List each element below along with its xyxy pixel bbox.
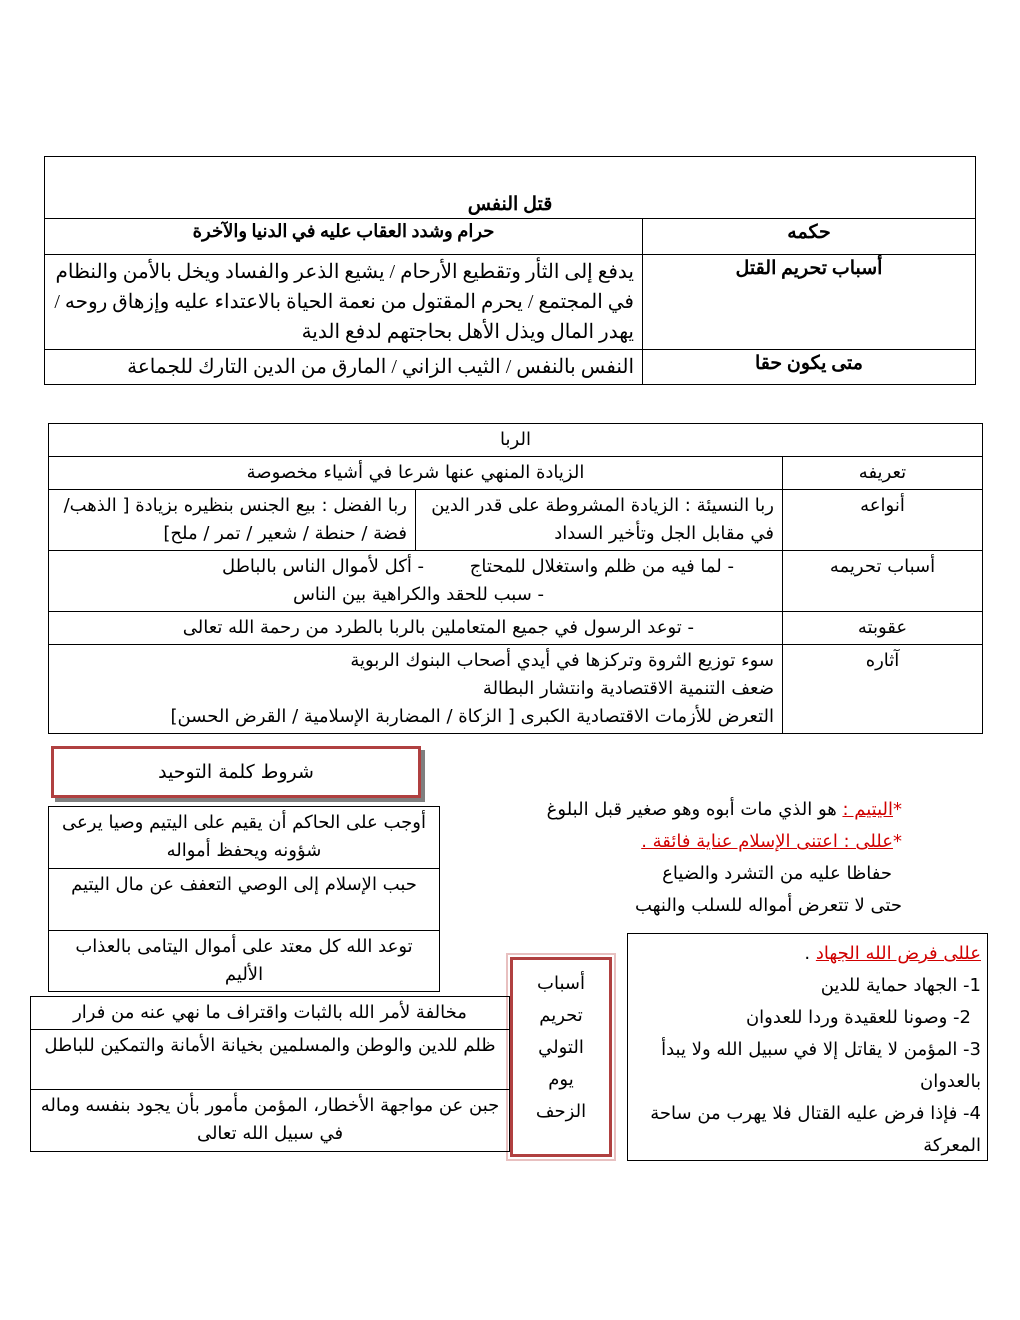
riba-punishment-text: - توعد الرسول في جميع المتعاملين بالربا بالطرد من رحمة الله تعالى <box>183 617 774 638</box>
riba-title: الربا <box>49 424 983 457</box>
qatl-ruling-label: حكمه <box>643 219 976 255</box>
riba-punishment <box>49 612 783 645</box>
asbab-word: أسباب <box>537 973 585 994</box>
asbab-word: تحريم <box>539 1005 583 1026</box>
riba-definition: الزيادة المنهي عنها شرعا في أشياء مخصوصة <box>49 457 783 490</box>
riba-reasons <box>49 551 783 612</box>
riba-reason-3: - سبب للحقد والكراهية بين الناس <box>293 584 544 605</box>
yateem-line-3: حفاظا عليه من التشرد والضياع <box>662 863 892 884</box>
asbab-tawalli-box <box>510 957 612 1157</box>
jihad-title: عللى فرض الله الجهاد <box>815 943 981 964</box>
yateem-row: أوجب على الحاكم أن يقيم على اليتيم وصيا يرعى شؤونه ويحفظ أمواله <box>49 807 440 869</box>
riba-definition-label: تعريفه <box>783 457 983 490</box>
yateem-def-label: اليتيم : <box>842 799 893 820</box>
tawalli-row: جبن عن مواجهة الأخطار، المؤمن مأمور بأن يجود بنفسه وماله في سبيل الله تعالى <box>31 1090 510 1152</box>
yateem-table <box>48 806 440 992</box>
qatl-reasons-label: أسباب تحريم القتل <box>643 255 976 350</box>
tawalli-row: مخالفة لأمر الله بالثبات واقتراف ما نهي عنه من فرار <box>31 997 510 1030</box>
qatl-when-label: متى يكون حقا <box>643 350 976 385</box>
tawalli-row: ظلم للدين والوطن والمسلمين بخيانة الأمانة والتمكين للباطل <box>31 1030 510 1090</box>
yateem-row: توعد الله كل معتد على أموال اليتامى بالعذاب الأليم <box>49 931 440 992</box>
riba-effects-label: آثاره <box>783 645 983 734</box>
riba-types-label: أنواعه <box>783 490 983 551</box>
riba-reason-1: - لما فيه من ظلم واستغلال للمحتاج <box>470 556 734 577</box>
riba-table <box>48 423 983 734</box>
riba-effect-3: التعرض للأزمات الاقتصادية الكبرى [ الزكاة / المضاربة الإسلامية / القرض الحسن] <box>170 706 774 727</box>
qatl-table <box>44 156 976 385</box>
tawheed-heading: شروط كلمة التوحيد <box>51 746 421 798</box>
jihad-title-suffix: . <box>804 943 816 964</box>
riba-effects <box>49 645 783 734</box>
riba-effect-2: ضعف التنمية الاقتصادية وانتشار البطالة <box>482 678 774 699</box>
yateem-definition <box>470 794 902 826</box>
jihad-item: 3- المؤمن لا يقاتل إلا في سبيل الله ولا يبدأ بالعدوان <box>661 1039 981 1092</box>
jihad-item: 2- وصونا للعقيدة وردا للعدوان <box>745 1007 971 1028</box>
asbab-word: التولي <box>538 1037 584 1058</box>
jihad-item: 1- الجهاد حماية للدين <box>820 975 981 996</box>
yateem-care-label: عللى : اعتنى الإسلام عناية فائقة . <box>641 831 893 852</box>
yateem-care-prefix: * <box>893 831 902 852</box>
riba-reasons-label: أسباب تحريمه <box>783 551 983 612</box>
qatl-ruling-value: حرام وشدد العقاب عليه في الدنيا والآخرة <box>45 219 643 255</box>
qatl-reasons-value: يدفع إلى الثأر وتقطيع الأرحام / يشيع الذعر والفساد ويخل بالأمن والنظام في المجتمع / يحرم المقتول من نعمة الحياة بالاعتداء عليه وإزهاق روحه / يهدر المال ويذل الأهل بحاجتهم لدفع الدية <box>45 255 643 350</box>
yateem-text <box>470 794 902 922</box>
riba-reason-2: - أكل لأموال الناس بالباطل <box>222 556 424 577</box>
yateem-line-4: حتى لا تتعرض أمواله للسلب والنهب <box>634 895 902 916</box>
asbab-word: الزحف <box>535 1101 587 1122</box>
tawalli-table <box>30 996 510 1152</box>
riba-punishment-label: عقوبته <box>783 612 983 645</box>
yateem-def-prefix: * <box>893 799 902 820</box>
jihad-item: 4- فإذا فرض عليه القتال فلا يهرب من ساحة المعركة <box>650 1103 981 1156</box>
riba-type-fadl: ربا الفضل : بيع الجنس بنظيره بزيادة [ الذهب/ فضة / حنطة / شعير / تمر / ملح] <box>49 490 416 551</box>
yateem-care <box>470 826 902 858</box>
jihad-title-line <box>634 938 981 970</box>
yateem-row: حبب الإسلام إلى الوصي التعفف عن مال اليتيم <box>49 869 440 931</box>
riba-effect-1: سوء توزيع الثروة وتركزها في أيدي أصحاب البنوك الربوية <box>350 650 774 671</box>
asbab-word: يوم <box>548 1069 574 1090</box>
qatl-when-value: النفس بالنفس / الثيب الزاني / المارق من الدين التارك للجماعة <box>45 350 643 385</box>
jihad-box <box>627 933 988 1161</box>
yateem-def-text: هو الذي مات أبوه وهو صغير قبل البلوغ <box>546 799 843 820</box>
qatl-title: قتل النفس <box>45 157 976 219</box>
riba-type-nasia: ربا النسيئة : الزيادة المشروطة على قدر الدين في مقابل الجل وتأخير السداد <box>416 490 783 551</box>
